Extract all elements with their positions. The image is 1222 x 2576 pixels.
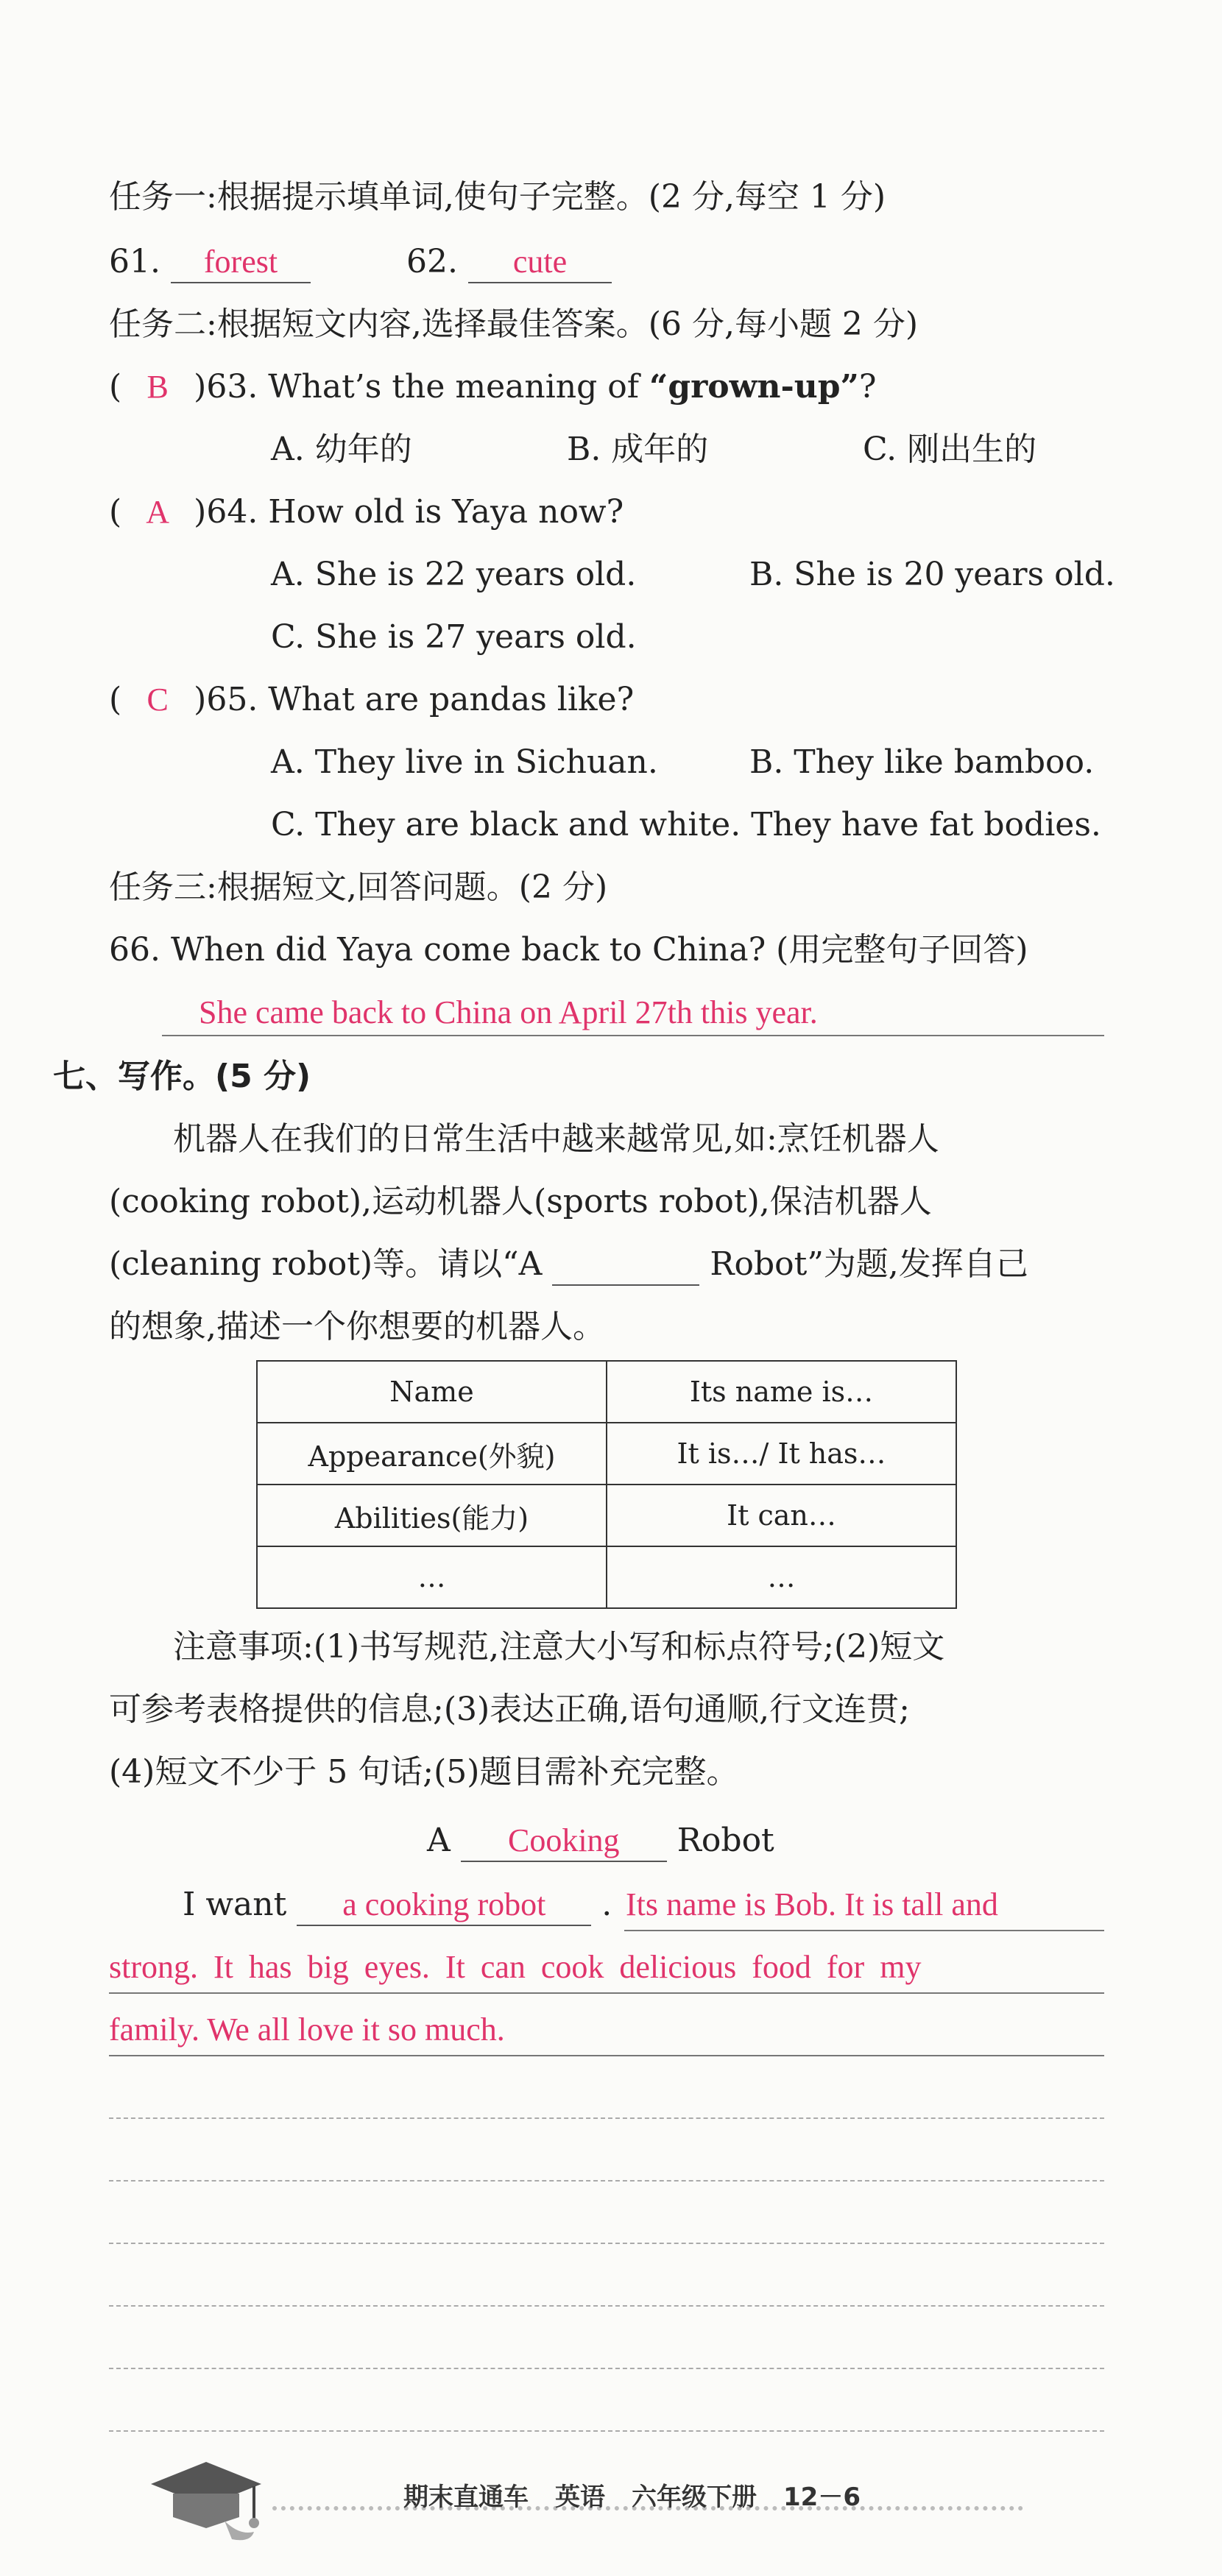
- table-cell: Name: [257, 1361, 607, 1423]
- q63-option-b: B. 成年的: [567, 431, 709, 468]
- q63-option-c: C. 刚出生的: [863, 431, 1037, 468]
- q61-number: 61.: [109, 243, 160, 280]
- essay-rule-0: [624, 1930, 1104, 1931]
- notes-1: 注意事项:(1)书写规范,注意大小写和标点符号;(2)短文: [173, 1628, 945, 1666]
- blank-writing-line: [109, 2180, 1104, 2182]
- paren-open: (: [109, 681, 122, 718]
- q63-option-a: A. 幼年的: [271, 431, 412, 468]
- table-row: [257, 1546, 956, 1608]
- essay-rule-2: [109, 2055, 1104, 2056]
- blank-writing-line: [109, 2430, 1104, 2432]
- paren-open: (: [109, 368, 122, 406]
- writing-intro-1: 机器人在我们的日常生活中越来越常见,如:烹饪机器人: [173, 1120, 939, 1158]
- table-row: [257, 1423, 956, 1485]
- q63-stem-text: )63. What’s the meaning of: [194, 368, 650, 406]
- q62-line: [406, 243, 612, 283]
- table-cell: It is…/ It has…: [607, 1423, 956, 1485]
- writing-heading: 七、写作。(5 分): [53, 1058, 311, 1095]
- footer-subject: 英语: [555, 2483, 605, 2512]
- table-cell: Appearance(外貌): [257, 1423, 607, 1485]
- q62-answer: cute: [468, 243, 612, 283]
- table-cell: Its name is…: [607, 1361, 956, 1423]
- q66-question: 66. When did Yaya come back to China? (用完整句子回答): [109, 931, 1028, 969]
- graduation-cap-icon: [144, 2451, 269, 2550]
- essay-start: I want: [183, 1886, 287, 1923]
- q61-line: [109, 243, 311, 283]
- essay-blank-answer: a cooking robot: [297, 1886, 591, 1926]
- q64-option-b: B. She is 20 years old.: [749, 556, 1115, 593]
- q65-option-b: B. They like bamboo.: [749, 743, 1095, 781]
- task3-heading: 任务三:根据短文,回答问题。(2 分): [109, 868, 608, 906]
- footer-info: [403, 2477, 861, 2513]
- essay-rule-1: [109, 1992, 1104, 1994]
- table-row: [257, 1485, 956, 1546]
- essay-line-2: strong. It has big eyes. It can cook delicious food for my: [109, 1949, 922, 1985]
- intro-3-post: Robot”为题,发挥自己: [710, 1245, 1028, 1283]
- footer-grade: 六年级下册: [632, 2483, 757, 2512]
- q66-answer: She came back to China on April 27th this year.: [199, 994, 818, 1030]
- table-cell: …: [607, 1546, 956, 1608]
- essay-line-3: family. We all love it so much.: [109, 2011, 505, 2048]
- q65-option-a: A. They live in Sichuan.: [271, 743, 658, 781]
- q63-stem: [109, 368, 876, 407]
- table-cell: It can…: [607, 1485, 956, 1546]
- blank-writing-line: [109, 2305, 1104, 2307]
- q66-answer-line: [162, 1035, 1104, 1036]
- q65-stem-text: )65. What are pandas like?: [194, 681, 635, 718]
- essay-line-1: Its name is Bob. It is tall and: [626, 1886, 998, 1922]
- notes-3: (4)短文不少于 5 句话;(5)题目需补充完整。: [109, 1753, 739, 1791]
- essay-dot: .: [601, 1886, 612, 1923]
- table-cell: …: [257, 1546, 607, 1608]
- q62-number: 62.: [406, 243, 458, 280]
- footer-book: 期末直通车: [403, 2483, 529, 2512]
- essay-title: [427, 1822, 774, 1862]
- q63-answer: B: [146, 369, 169, 405]
- blank-writing-line: [109, 2117, 1104, 2119]
- table-row: [257, 1361, 956, 1423]
- q64-stem: [109, 493, 624, 532]
- essay-line-0: [183, 1886, 612, 1926]
- title-blank-answer: Cooking: [461, 1822, 667, 1862]
- q65-stem: [109, 681, 634, 720]
- intro-3-pre: (cleaning robot)等。请以“A: [109, 1245, 543, 1283]
- task1-heading: 任务一:根据提示填单词,使句子完整。(2 分,每空 1 分): [109, 178, 886, 216]
- notes-2: 可参考表格提供的信息;(3)表达正确,语句通顺,行文连贯;: [109, 1691, 910, 1728]
- q64-answer: A: [146, 494, 170, 530]
- info-table: [256, 1360, 957, 1609]
- table-cell: Abilities(能力): [257, 1485, 607, 1546]
- q64-option-c: C. She is 27 years old.: [271, 618, 637, 656]
- writing-intro-4: 的想象,描述一个你想要的机器人。: [109, 1308, 605, 1345]
- footer-page-number: 12－6: [783, 2483, 861, 2512]
- q61-answer: forest: [171, 243, 311, 283]
- q65-answer: C: [146, 682, 169, 718]
- title-robot: Robot: [677, 1822, 774, 1859]
- paren-open: (: [109, 493, 122, 531]
- q63-stem-bold: “grown-up”: [649, 368, 859, 406]
- q65-option-c: C. They are black and white. They have fat bodies.: [271, 806, 1101, 843]
- blank-writing-line: [109, 2368, 1104, 2369]
- writing-intro-3: [109, 1245, 1028, 1286]
- q63-stem-end: ?: [858, 368, 877, 406]
- blank-writing-line: [109, 2243, 1104, 2244]
- title-a: A: [427, 1822, 451, 1859]
- q64-stem-text: )64. How old is Yaya now?: [194, 493, 624, 531]
- task2-heading: 任务二:根据短文内容,选择最佳答案。(6 分,每小题 2 分): [109, 305, 919, 343]
- writing-intro-2: (cooking robot),运动机器人(sports robot),保洁机器人: [109, 1183, 932, 1220]
- q64-option-a: A. She is 22 years old.: [271, 556, 637, 593]
